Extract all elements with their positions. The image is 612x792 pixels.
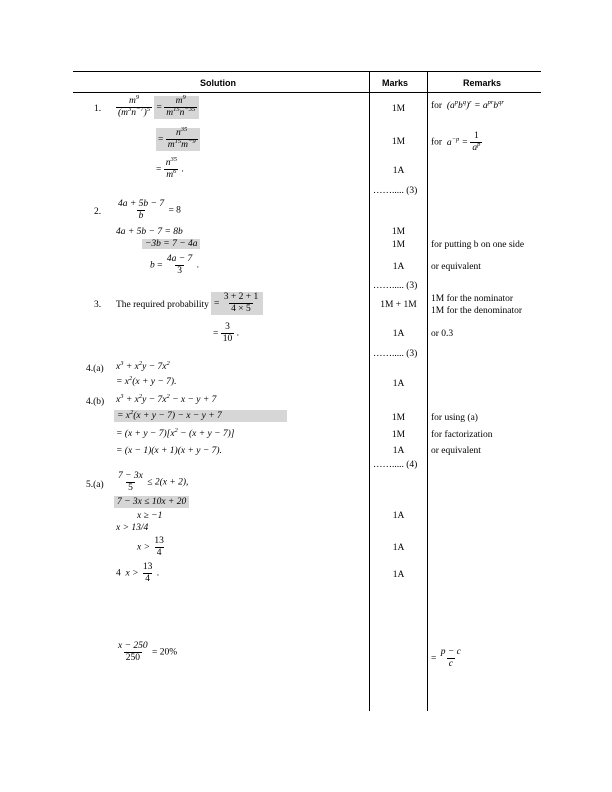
marks-cell: 1A [392,543,405,553]
header-bottom-rule [73,92,541,93]
q6a-expression: $\frac{x - 250}{250}$ = 20% [118,641,178,663]
q5a-conclusion-text: 4 [116,568,121,579]
remark-cell: or equivalent [431,262,481,272]
header-remarks: Remarks [463,78,502,88]
remark-cell: 1M for the nominator [431,294,514,304]
marks-cell: 1M [391,240,406,250]
question-total: ……..... (4) [373,460,418,470]
q2-expression: $\frac{4a + 5b - 7}{b}$ = 8 [118,199,181,221]
marks-cell: 1A [392,446,405,456]
marks-cell: 1M [391,430,406,440]
marks-cell: 1M [391,413,406,423]
remark-cell: 1M for the denominator [431,306,523,316]
remark-cell: for using (a) [431,413,478,423]
remark-text: for [431,101,443,111]
q2-step4-expression: b = $\frac{4a - 7}{3}$ . [150,254,200,276]
q3-step2-expression: = $\frac{3}{10}$ . [213,322,239,344]
q4a-step2-expression: = $x^2(x + y - 7)$. [116,375,177,387]
table-top-rule [73,71,541,72]
marks-cell: 1M + 1M [380,300,417,310]
remark-cell: for $a^{-p}$ = $\frac{1}{a^p}$ [431,131,481,153]
question-total: ……..... (3) [373,349,418,359]
question-label: 2. [94,207,102,217]
question-label: 1. [94,104,102,114]
remark-cell: for putting b on one side [431,240,525,250]
question-total: ……..... (3) [373,281,418,291]
q3-expression: = $\frac{3 + 2 + 1}{4 \times 5}$ [211,292,263,315]
q2-step2-expression: 4a + 5b − 7 = 8b [116,227,183,237]
q1-step3-expression: = $\frac{n^{35}}{m^6}$ . [156,156,184,180]
question-label: 3. [94,300,102,310]
q5a-step5-expression: x > $\frac{13}{4}$ [137,536,164,558]
q4b-step4-expression: = (x − 1)(x + 1)(x + y − 7). [116,446,222,456]
q5a-step4-expression: x > 13/4 [116,523,149,533]
q1-step2-expression: = $\frac{n^{35}}{m^{15}m^{-9}}$ [156,128,200,151]
remark-formula: = $\frac{p - c}{c}$ [431,647,461,669]
question-label: 4.(b) [86,397,105,407]
header-marks: Marks [382,78,409,88]
marks-cell: 1M [391,227,406,237]
q4b-step2-expression: = $x^2(x + y - 7) - x - y + 7$ [114,410,287,422]
marks-cell: 1A [392,166,405,176]
question-label: 4.(a) [86,364,104,374]
q5a-step2-expression: 7 − 3x ≤ 10x + 20 [114,496,189,508]
marks-cell: 1A [392,511,405,521]
q2-step3-expression: −3b = 7 − 4a [142,239,200,249]
question-total: ……..... (3) [373,186,418,196]
question-label: 5.(a) [86,480,104,490]
marks-cell: 1A [392,329,405,339]
marks-cell: 1A [392,379,405,389]
remark-text: for [431,137,443,148]
remark-cell: or 0.3 [431,329,454,339]
q4a-expression: $x^3 + x^2y - 7x^2$ [116,360,170,372]
q4b-step3-expression: = $(x + y - 7)[x^2 - (x + y - 7)]$ [116,427,235,439]
marks-cell: 1A [392,262,405,272]
q5a-step3-expression: x ≥ −1 [137,511,163,521]
marks-cell: 1M [391,104,406,114]
marks-cell: 1M [391,137,406,147]
remark-cell: for $(a^pb^q)^r = a^{pr}b^{qr}$ [431,99,504,111]
marks-cell: 1A [392,570,405,580]
header-solution: Solution [200,78,236,88]
q5a-expression: $\frac{7 - 3x}{5}$ ≤ 2(x + 2), [118,471,189,493]
q3-text: The required probability [116,300,209,310]
remark-cell: for factorization [431,430,493,440]
q4b-expression: $x^3 + x^2y - 7x^2 - x - y + 7$ [116,393,217,405]
q1-expression: $\frac{m^9}{(m^3n^{-7})^5}$ = $\frac{m^9}{m^{15}n^{-35}}$ [116,96,199,119]
column-divider-marks [427,71,428,711]
q5a-conclusion: 4 x > $\frac{13}{4}$ . [116,562,160,584]
remark-cell: or equivalent [431,446,481,456]
